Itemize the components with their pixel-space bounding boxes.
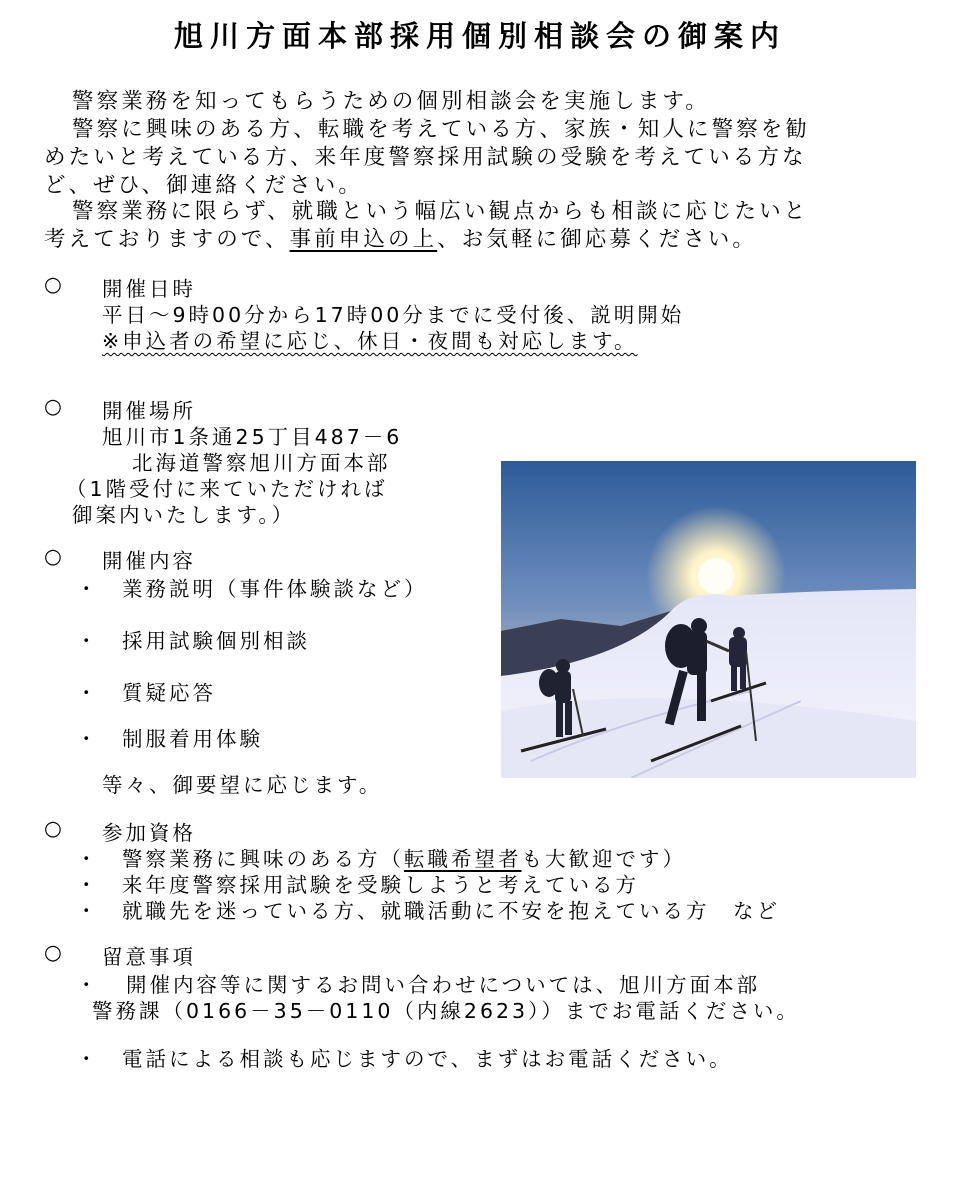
dot-icon: ・ — [76, 1047, 100, 1071]
dot-icon: ・ — [76, 727, 100, 751]
datetime-note: ※申込者の希望に応じ、休日・夜間も対応します。 — [102, 329, 638, 353]
dot-icon: ・ — [76, 973, 100, 997]
dot-icon: ・ — [76, 847, 100, 871]
eligibility-item: 来年度警察採用試験を受験しようと考えている方 — [122, 873, 639, 897]
venue-building: 北海道警察旭川方面本部 — [132, 451, 391, 475]
content-item: 採用試験個別相談 — [122, 629, 310, 653]
datetime-heading: 開催日時 — [102, 277, 196, 301]
bullet-circle-icon: ○ — [44, 394, 65, 418]
dot-icon: ・ — [76, 629, 100, 653]
career-changer-emphasis: 転職希望者 — [404, 847, 522, 871]
intro-line-3: めたいと考えている方、来年度警察採用試験の受験を考えている方な — [44, 145, 807, 170]
datetime-hours: 平日～9時00分から17時00分までに受付後、説明開始 — [102, 303, 685, 327]
content-heading: 開催内容 — [102, 549, 196, 573]
bullet-circle-icon: ○ — [44, 940, 65, 964]
dot-icon: ・ — [76, 681, 100, 705]
advance-registration-emphasis: 事前申込の上 — [289, 227, 438, 252]
venue-note-1: （1階受付に来ていただければ — [66, 477, 388, 501]
bullet-circle-icon: ○ — [44, 272, 65, 296]
notes-item-line-2: 警務課（0166－35－0110（内線2623））までお電話ください。 — [92, 999, 800, 1023]
content-item: 質疑応答 — [122, 681, 216, 705]
eligibility-item: 就職先を迷っている方、就職活動に不安を抱えている方 など — [122, 899, 780, 923]
bullet-circle-icon: ○ — [44, 544, 65, 568]
content-item: 制服着用体験 — [122, 727, 263, 751]
notes-item: 電話による相談も応じますので、まずはお電話ください。 — [122, 1047, 733, 1071]
skiers-sunrise-photo — [501, 461, 916, 778]
bullet-circle-icon: ○ — [44, 816, 65, 840]
venue-heading: 開催場所 — [102, 399, 196, 423]
intro-line-6: 考えておりますので、事前申込の上、お気軽に御応募ください。 — [44, 227, 757, 252]
venue-note-2: 御案内いたします。） — [72, 503, 296, 527]
intro-line-4: ど、ぜひ、御連絡ください。 — [44, 173, 363, 198]
venue-address: 旭川市1条通25丁目487－6 — [102, 425, 403, 449]
eligibility-item: 警察業務に興味のある方（転職希望者も大歓迎です） — [122, 847, 686, 871]
dot-icon: ・ — [76, 899, 100, 923]
page-title: 旭川方面本部採用個別相談会の御案内 — [173, 19, 786, 53]
intro-line-2: 警察に興味のある方、転職を考えている方、家族・知人に警察を勧 — [72, 117, 811, 142]
intro-line-1: 警察業務を知ってもらうための個別相談会を実施します。 — [72, 89, 710, 114]
intro-line-5: 警察業務に限らず、就職という幅広い観点からも相談に応じたいと — [72, 199, 809, 224]
eligibility-heading: 参加資格 — [102, 821, 196, 845]
dot-icon: ・ — [76, 577, 100, 601]
dot-icon: ・ — [76, 873, 100, 897]
notes-heading: 留意事項 — [102, 945, 196, 969]
notes-item-line-1: 開催内容等に関するお問い合わせについては、旭川方面本部 — [126, 973, 761, 997]
content-footer: 等々、御要望に応じます。 — [102, 773, 383, 797]
content-item: 業務説明（事件体験談など） — [122, 577, 428, 601]
